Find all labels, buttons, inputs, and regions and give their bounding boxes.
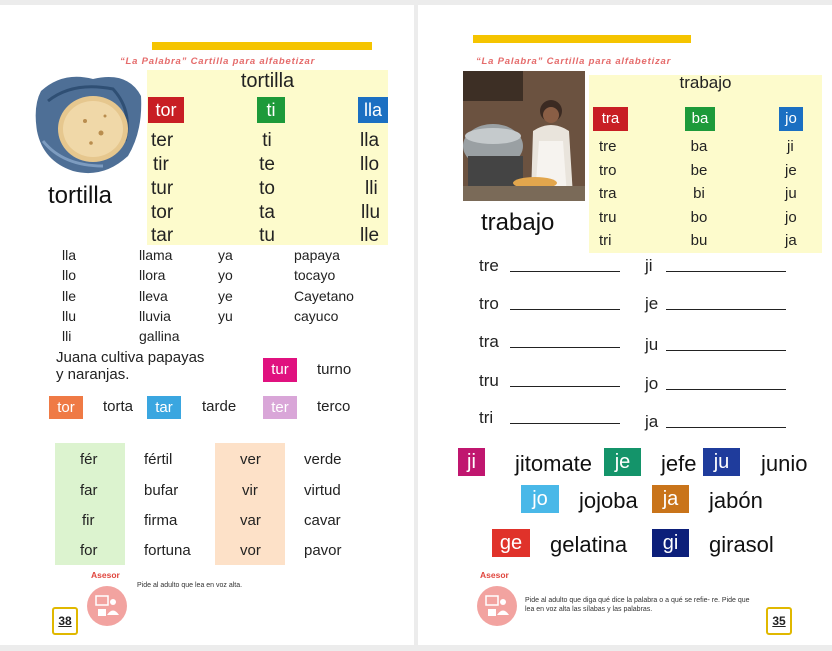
chip-tra: tra xyxy=(593,107,628,131)
blank-label: tre xyxy=(479,256,499,275)
syllable-word: papaya xyxy=(294,247,340,263)
page-number: 38 xyxy=(52,607,78,635)
syllable: lli xyxy=(62,328,72,344)
syllable-table xyxy=(589,75,822,253)
answer-line[interactable] xyxy=(510,423,620,424)
syllable-word: fortuna xyxy=(144,542,191,559)
table-cell: llo xyxy=(360,154,380,175)
advisor-note: Pide al adulto que lea en voz alta. xyxy=(137,582,243,589)
right-page xyxy=(418,5,832,645)
table-cell: lli xyxy=(365,178,378,199)
syllable-word: pavor xyxy=(304,542,342,559)
chip-tor: tor xyxy=(49,396,83,419)
table-cell: ja xyxy=(785,232,797,249)
syllable-word: tocayo xyxy=(294,267,336,283)
chip-word: torta xyxy=(103,398,134,415)
table-cell: ju xyxy=(785,185,797,202)
syllable: vir xyxy=(242,482,258,499)
table-cell: tir xyxy=(153,154,169,175)
sentence-line: Juana cultiva papayas xyxy=(56,349,205,366)
table-cell: bu xyxy=(690,232,708,249)
syllable-word: bufar xyxy=(144,482,179,499)
chip-ji: ji xyxy=(458,448,485,476)
syllable: llo xyxy=(62,267,77,283)
advisor-note: Pide al adulto que diga qué dice la palabra o a qué se refie- re. Pide que lea en voz alta las sílabas y las palabras. xyxy=(525,597,750,613)
chip-jo: jo xyxy=(521,485,559,513)
syllable-word: lluvia xyxy=(139,308,171,324)
table-cell: tri xyxy=(599,232,612,249)
header-bar xyxy=(473,35,691,43)
table-cell: tur xyxy=(151,178,174,199)
blank-label: tro xyxy=(479,294,499,313)
chip-gi: gi xyxy=(652,529,689,557)
syllable: yu xyxy=(218,308,233,324)
answer-line[interactable] xyxy=(666,389,786,390)
table-cell: ta xyxy=(259,202,275,223)
chip-ge: ge xyxy=(492,529,530,557)
table-cell: tru xyxy=(599,209,617,226)
chip-ju: ju xyxy=(703,448,740,476)
syllable: fir xyxy=(82,512,95,529)
answer-line[interactable] xyxy=(666,271,786,272)
table-cell: jo xyxy=(785,209,797,226)
tortilla-basket-illustration xyxy=(33,71,143,181)
advisor-icon xyxy=(477,586,517,626)
table-cell: tro xyxy=(599,162,617,179)
chip-tor: tor xyxy=(148,97,184,123)
syllable: lla xyxy=(62,247,77,263)
table-cell: ba xyxy=(690,138,708,155)
blank-label: tra xyxy=(479,332,499,351)
chip-word: jefe xyxy=(661,451,697,476)
asesor-label: Asesor xyxy=(480,570,509,580)
table-cell: tu xyxy=(259,225,275,246)
chip-ter: ter xyxy=(263,396,297,419)
table-title: tortilla xyxy=(240,70,295,92)
syllable: ye xyxy=(218,288,233,304)
page-number: 35 xyxy=(766,607,792,635)
chip-word: turno xyxy=(317,361,352,378)
answer-line[interactable] xyxy=(510,309,620,310)
blank-label: jo xyxy=(645,374,659,393)
syllable: far xyxy=(80,482,98,499)
syllable-word: llora xyxy=(139,267,166,283)
answer-line[interactable] xyxy=(510,271,620,272)
chip-ba: ba xyxy=(685,107,715,131)
syllable: yo xyxy=(218,267,233,283)
table-cell: ti xyxy=(262,130,272,151)
syllable-word: gallina xyxy=(139,328,180,344)
syllable: lle xyxy=(62,288,77,304)
chip-word: jitomate xyxy=(515,451,593,476)
answer-line[interactable] xyxy=(510,386,620,387)
table-cell: tre xyxy=(599,138,617,155)
syllable-word: cayuco xyxy=(294,308,339,324)
page-header: “La Palabra” Cartilla para alfabetizar xyxy=(476,56,672,67)
chip-word: terco xyxy=(317,398,351,415)
syllable-word: fértil xyxy=(144,451,173,468)
table-cell: bo xyxy=(690,209,708,226)
table-cell: be xyxy=(690,162,708,179)
chip-lla: lla xyxy=(358,97,388,123)
blank-label: je xyxy=(645,294,659,313)
answer-line[interactable] xyxy=(666,350,786,351)
answer-line[interactable] xyxy=(666,427,786,428)
syllable: fér xyxy=(80,451,98,468)
table-cell: llu xyxy=(361,202,381,223)
table-cell: lla xyxy=(360,130,380,151)
left-page xyxy=(0,5,414,645)
chip-word: jojoba xyxy=(579,488,638,513)
blank-label: ja xyxy=(645,412,659,431)
asesor-label: Asesor xyxy=(91,570,120,580)
syllable-word: llama xyxy=(139,247,173,263)
syllable: var xyxy=(240,512,261,529)
syllable-table xyxy=(147,70,388,245)
syllable: ver xyxy=(240,451,261,468)
table-cell: tor xyxy=(151,202,174,223)
table-cell: ter xyxy=(151,130,174,151)
syllable-word: firma xyxy=(144,512,178,529)
syllable: vor xyxy=(240,542,261,559)
chip-word: junio xyxy=(761,451,808,476)
chip-word: gelatina xyxy=(550,532,628,557)
table-cell: ji xyxy=(787,138,794,155)
woman-cooking-photo xyxy=(463,71,585,201)
chip-word: jabón xyxy=(709,488,763,513)
blank-label: tri xyxy=(479,408,494,427)
advisor-icon xyxy=(87,586,127,626)
page-header: “La Palabra” Cartilla para alfabetizar xyxy=(120,56,316,67)
syllable-word: Cayetano xyxy=(294,288,354,304)
table-cell: to xyxy=(259,178,275,199)
header-bar xyxy=(152,42,372,50)
chip-tur: tur xyxy=(263,358,297,382)
answer-line[interactable] xyxy=(510,347,620,348)
chip-word: tarde xyxy=(202,398,237,415)
table-title: trabajo xyxy=(679,73,732,92)
table-cell: tra xyxy=(599,185,617,202)
chip-word: girasol xyxy=(709,532,774,557)
blank-label: ju xyxy=(645,335,659,354)
syllable-word: cavar xyxy=(304,512,341,529)
syllable-word: lleva xyxy=(139,288,168,304)
syllable: for xyxy=(80,542,98,559)
answer-line[interactable] xyxy=(666,309,786,310)
syllable-word: virtud xyxy=(304,482,341,499)
table-cell: je xyxy=(785,162,797,179)
table-cell: te xyxy=(259,154,275,175)
chip-jo: jo xyxy=(779,107,803,131)
sentence-line: y naranjas. xyxy=(56,366,130,383)
chip-tar: tar xyxy=(147,396,181,419)
blank-label: ji xyxy=(645,256,653,275)
chip-je: je xyxy=(604,448,641,476)
table-cell: tar xyxy=(151,225,174,246)
syllable: ya xyxy=(218,247,233,263)
table-cell: bi xyxy=(693,185,705,202)
chip-ja: ja xyxy=(652,485,689,513)
blank-label: tru xyxy=(479,371,499,390)
syllable: llu xyxy=(62,308,77,324)
chip-ti: ti xyxy=(257,97,285,123)
table-cell: lle xyxy=(360,225,380,246)
word-label: tortilla xyxy=(48,182,113,209)
word-label: trabajo xyxy=(481,209,555,236)
syllable-word: verde xyxy=(304,451,342,468)
